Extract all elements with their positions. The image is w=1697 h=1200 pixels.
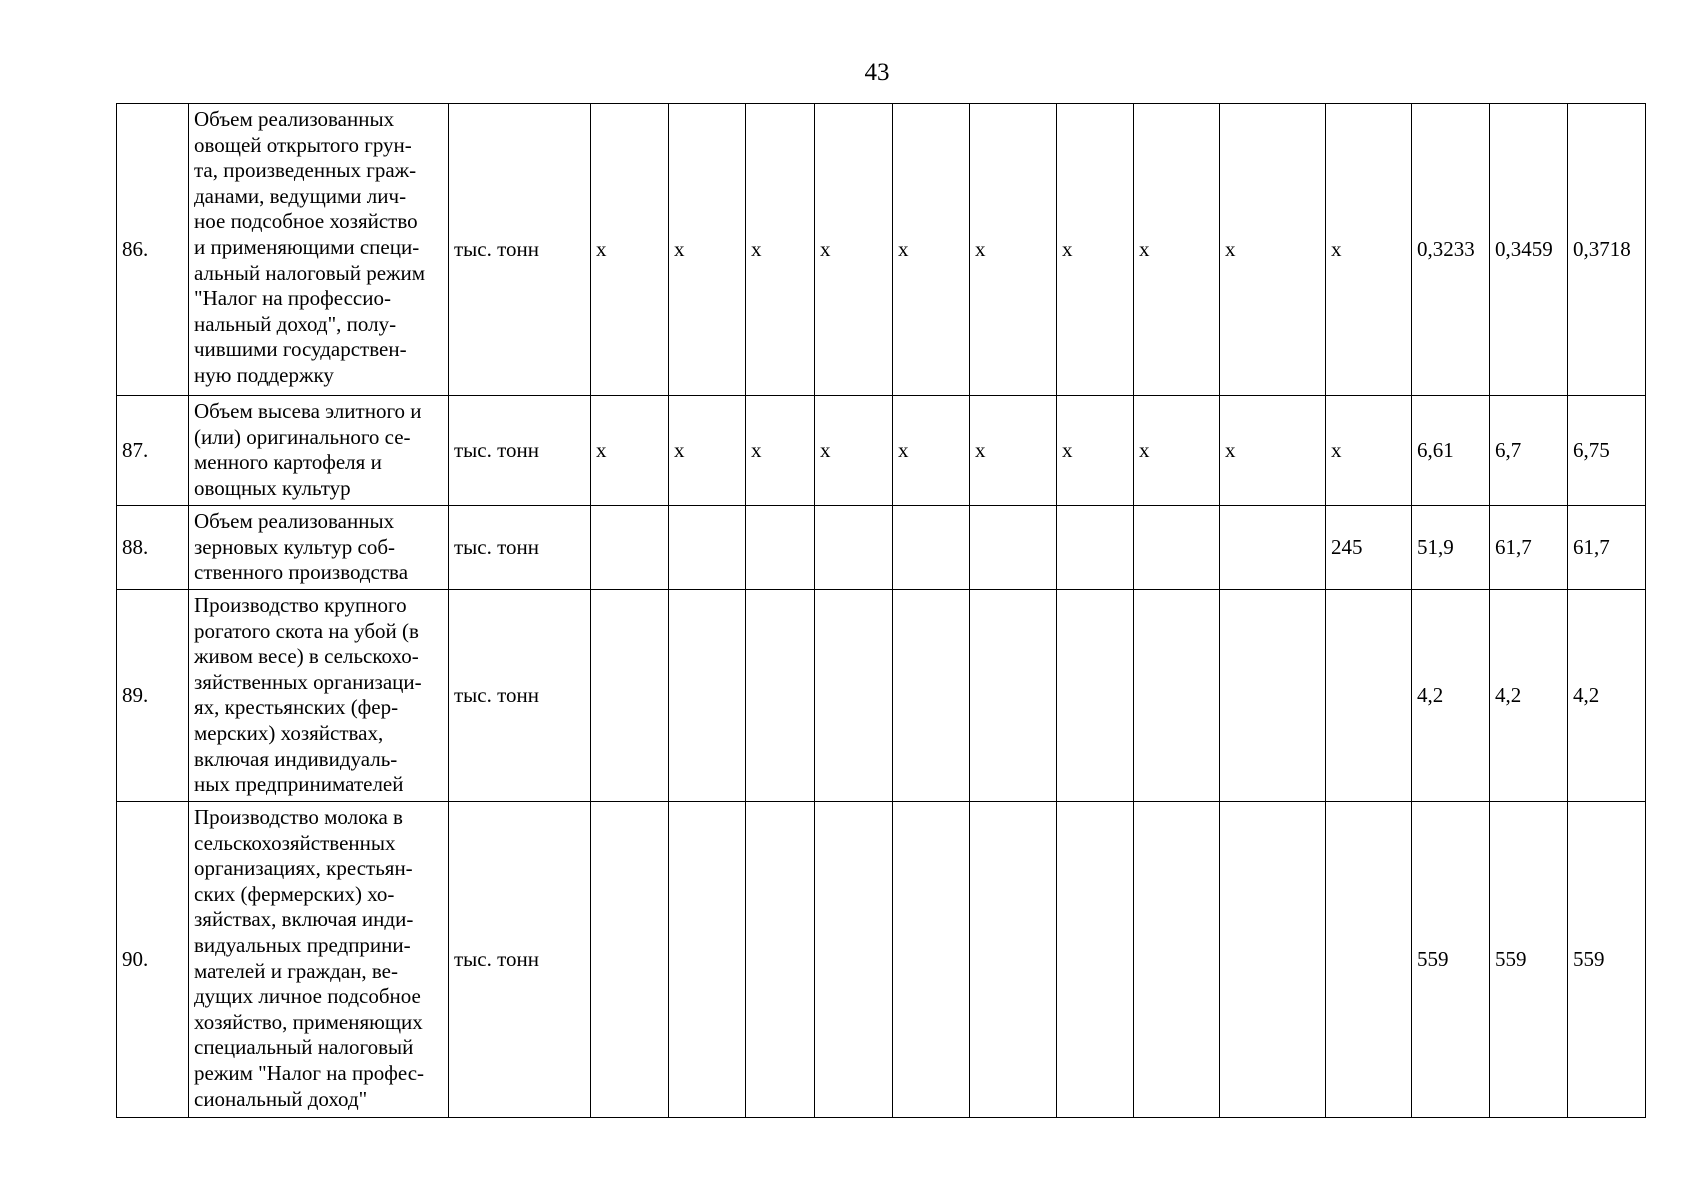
value-cell: x [591, 104, 669, 396]
value-cell [1057, 590, 1134, 802]
value-cell: x [1220, 396, 1326, 506]
page-number: 43 [864, 59, 890, 86]
value-cell [591, 802, 669, 1118]
table-row [117, 104, 1646, 396]
value-cell [746, 802, 815, 1118]
value-cell [970, 802, 1057, 1118]
value-cell: x [1057, 396, 1134, 506]
value-cell [1326, 802, 1412, 1118]
value-cell: x [893, 104, 970, 396]
row-number: 86. [117, 104, 189, 396]
value-cell: 0,3459 [1490, 104, 1568, 396]
value-cell: x [1326, 104, 1412, 396]
table-row [117, 590, 1646, 802]
value-cell: x [591, 396, 669, 506]
value-cell [1057, 506, 1134, 590]
value-cell [669, 506, 746, 590]
value-cell [746, 590, 815, 802]
value-cell [591, 506, 669, 590]
value-cell [1220, 802, 1326, 1118]
unit-cell: тыс. тонн [449, 506, 591, 590]
value-cell: 61,7 [1568, 506, 1646, 590]
value-cell: 61,7 [1490, 506, 1568, 590]
row-number: 88. [117, 506, 189, 590]
value-cell: 6,7 [1490, 396, 1568, 506]
value-cell: 4,2 [1412, 590, 1490, 802]
unit-cell: тыс. тонн [449, 590, 591, 802]
value-cell [669, 802, 746, 1118]
value-cell [893, 802, 970, 1118]
indicators-table [116, 103, 1646, 1118]
value-cell: 559 [1568, 802, 1646, 1118]
value-cell [1057, 802, 1134, 1118]
value-cell [893, 506, 970, 590]
value-cell: x [1326, 396, 1412, 506]
value-cell: 0,3718 [1568, 104, 1646, 396]
indicator-description: Производство молока в сельскохозяйственных организациях, крестьян- ских (фермерских) хо- зяйствах, включая инди- видуальных предприни- мателей и граждан, ве- дущих личное подсобное хозяйство, применяющих специальный налоговый режим "Налог на профес- сиональный доход" [189, 802, 449, 1118]
value-cell: 0,3233 [1412, 104, 1490, 396]
value-cell [1134, 802, 1220, 1118]
value-cell: x [669, 396, 746, 506]
value-cell [746, 506, 815, 590]
value-cell [1134, 506, 1220, 590]
value-cell [970, 506, 1057, 590]
value-cell [591, 590, 669, 802]
value-cell: x [1220, 104, 1326, 396]
value-cell [1134, 590, 1220, 802]
value-cell [669, 590, 746, 802]
value-cell: x [970, 104, 1057, 396]
value-cell [815, 802, 893, 1118]
row-number: 87. [117, 396, 189, 506]
value-cell: x [669, 104, 746, 396]
value-cell: x [815, 104, 893, 396]
value-cell [893, 590, 970, 802]
table-body [117, 104, 1646, 1118]
value-cell: x [1057, 104, 1134, 396]
value-cell [1326, 590, 1412, 802]
value-cell [815, 506, 893, 590]
value-cell: x [746, 396, 815, 506]
value-cell: x [815, 396, 893, 506]
indicator-description: Производство крупного рогатого скота на убой (в живом весе) в сельскохо- зяйственных организаци- ях, крестьянских (фер- мерских) хозяйствах, включая индивидуаль- ных предпринимателей [189, 590, 449, 802]
value-cell: 245 [1326, 506, 1412, 590]
value-cell: x [1134, 104, 1220, 396]
unit-cell: тыс. тонн [449, 104, 591, 396]
indicator-description: Объем реализованных овощей открытого грун- та, произведенных граж- данами, ведущими лич- ное подсобное хозяйство и применяющими специ- альный налоговый режим "Налог на профессио- нальный доход", полу- чившими государствен- ную поддержку [189, 104, 449, 396]
value-cell: 6,61 [1412, 396, 1490, 506]
value-cell: 4,2 [1568, 590, 1646, 802]
value-cell: 559 [1490, 802, 1568, 1118]
value-cell: x [1134, 396, 1220, 506]
value-cell: 51,9 [1412, 506, 1490, 590]
row-number: 90. [117, 802, 189, 1118]
table-row [117, 396, 1646, 506]
unit-cell: тыс. тонн [449, 802, 591, 1118]
unit-cell: тыс. тонн [449, 396, 591, 506]
value-cell: 4,2 [1490, 590, 1568, 802]
table-row [117, 506, 1646, 590]
value-cell: x [893, 396, 970, 506]
row-number: 89. [117, 590, 189, 802]
indicator-description: Объем реализованных зерновых культур соб- ственного производства [189, 506, 449, 590]
indicator-description: Объем высева элитного и (или) оригинального се- менного картофеля и овощных культур [189, 396, 449, 506]
value-cell: x [970, 396, 1057, 506]
value-cell [1220, 506, 1326, 590]
value-cell: 559 [1412, 802, 1490, 1118]
value-cell: 6,75 [1568, 396, 1646, 506]
value-cell [815, 590, 893, 802]
value-cell [1220, 590, 1326, 802]
value-cell [970, 590, 1057, 802]
value-cell: x [746, 104, 815, 396]
table-row [117, 802, 1646, 1118]
